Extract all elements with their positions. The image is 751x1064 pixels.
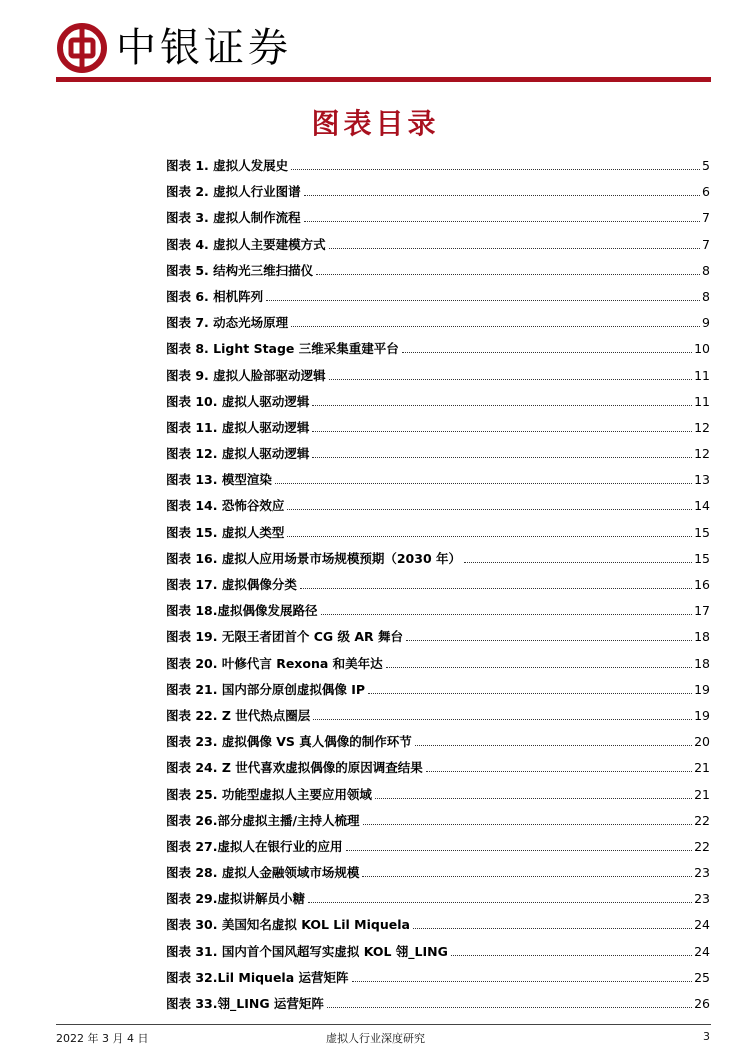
dot-leader — [402, 351, 692, 353]
dot-leader — [304, 194, 700, 196]
toc-entry[interactable] — [166, 575, 710, 601]
toc-entry-page[interactable]: 18 — [694, 655, 710, 671]
toc-entry[interactable] — [166, 496, 710, 522]
toc-entry-label[interactable]: 图表 26.部分虚拟主播/主持人梳理 — [166, 812, 360, 828]
toc-entry-label[interactable]: 图表 6. 相机阵列 — [166, 288, 264, 304]
toc-entry-page[interactable]: 19 — [694, 681, 710, 697]
toc-entry-page[interactable]: 10 — [694, 341, 710, 357]
toc-entry-label[interactable]: 图表 3. 虚拟人制作流程 — [166, 210, 301, 226]
dot-leader — [451, 954, 692, 956]
toc-entry-label[interactable]: 图表 5. 结构光三维扫描仪 — [166, 262, 314, 278]
dot-leader — [291, 168, 700, 170]
dot-leader — [375, 797, 692, 799]
toc-entry-label[interactable]: 图表 32.Lil Miquela 运营矩阵 — [166, 969, 349, 985]
dot-leader — [346, 849, 693, 851]
dot-leader — [321, 613, 693, 615]
toc-entry[interactable] — [166, 418, 710, 444]
toc-entry-page[interactable]: 16 — [694, 577, 710, 592]
dot-leader — [291, 325, 700, 327]
figure-list — [166, 156, 710, 1020]
toc-entry-page[interactable]: 19 — [694, 707, 710, 723]
header-divider — [56, 77, 711, 82]
toc-entry[interactable] — [166, 182, 710, 208]
toc-entry-page[interactable]: 24 — [694, 943, 710, 959]
toc-entry[interactable] — [166, 156, 710, 182]
toc-entry-page[interactable]: 8 — [702, 262, 710, 278]
toc-entry[interactable] — [166, 706, 710, 732]
toc-entry-label[interactable]: 图表 27.虚拟人在银行业的应用 — [166, 838, 343, 854]
toc-entry-label[interactable]: 图表 14. 恐怖谷效应 — [166, 498, 285, 514]
dot-leader — [352, 980, 693, 982]
toc-entry[interactable] — [166, 235, 710, 261]
toc-entry-label[interactable]: 图表 18.虚拟偶像发展路径 — [166, 603, 318, 619]
toc-entry-label[interactable]: 图表 22. Z 世代热点圈层 — [166, 707, 311, 723]
dot-leader — [413, 927, 692, 929]
dot-leader — [316, 273, 700, 275]
toc-entry-label[interactable]: 图表 17. 虚拟偶像分类 — [166, 577, 297, 592]
dot-leader — [362, 875, 692, 877]
brand-name: 中银证券 — [116, 25, 292, 71]
toc-entry[interactable] — [166, 654, 710, 680]
toc-entry[interactable] — [166, 863, 710, 889]
toc-entry-label[interactable]: 图表 28. 虚拟人金融领域市场规模 — [166, 865, 360, 881]
toc-entry[interactable] — [166, 785, 710, 811]
toc-entry-label[interactable]: 图表 4. 虚拟人主要建模方式 — [166, 236, 326, 252]
toc-entry[interactable] — [166, 811, 710, 837]
dot-leader — [368, 692, 692, 694]
toc-entry[interactable] — [166, 549, 710, 575]
dot-leader — [313, 718, 692, 720]
toc-entry[interactable] — [166, 680, 710, 706]
toc-entry-page[interactable]: 24 — [694, 917, 710, 933]
toc-entry-label[interactable]: 图表 16. 虚拟人应用场景市场规模预期（2030 年） — [166, 550, 461, 566]
dot-leader — [415, 744, 692, 746]
toc-entry-label[interactable]: 图表 31. 国内首个国风超写实虚拟 KOL 翎_LING — [166, 943, 448, 959]
toc-entry-label[interactable]: 图表 7. 动态光场原理 — [166, 315, 289, 331]
toc-entry-page[interactable]: 26 — [694, 996, 710, 1011]
toc-entry-page[interactable]: 23 — [694, 865, 710, 881]
toc-entry[interactable] — [166, 758, 710, 784]
toc-entry-page[interactable]: 12 — [694, 446, 710, 462]
footer-report-title: 虚拟人行业深度研究 — [326, 1032, 425, 1045]
toc-entry-page[interactable]: 6 — [702, 184, 710, 200]
dot-leader — [266, 299, 700, 301]
toc-entry[interactable] — [166, 313, 710, 339]
toc-entry-page[interactable]: 7 — [702, 210, 710, 226]
dot-leader — [386, 666, 692, 668]
toc-entry[interactable] — [166, 261, 710, 287]
dot-leader — [308, 901, 692, 903]
toc-entry-label[interactable]: 图表 1. 虚拟人发展史 — [166, 158, 289, 173]
dot-leader — [312, 456, 692, 458]
toc-entry-label[interactable]: 图表 19. 无限王者团首个 CG 级 AR 舞台 — [166, 629, 403, 645]
toc-entry-label[interactable]: 图表 2. 虚拟人行业图谱 — [166, 184, 301, 200]
toc-entry[interactable] — [166, 732, 710, 758]
toc-entry-label[interactable]: 图表 23. 虚拟偶像 VS 真人偶像的制作环节 — [166, 734, 412, 750]
toc-entry-page[interactable]: 11 — [694, 367, 710, 383]
dot-leader — [300, 587, 692, 589]
dot-leader — [304, 220, 700, 222]
bank-of-china-logo-icon — [56, 22, 108, 74]
toc-entry-page[interactable]: 7 — [702, 236, 710, 252]
toc-entry-page[interactable]: 5 — [702, 158, 710, 173]
toc-entry[interactable] — [166, 392, 710, 418]
toc-entry[interactable] — [166, 837, 710, 863]
dot-leader — [312, 430, 692, 432]
toc-entry-page[interactable]: 8 — [702, 288, 710, 304]
dot-leader — [327, 1006, 692, 1008]
toc-entry-label[interactable]: 图表 20. 叶修代言 Rexona 和美年达 — [166, 655, 383, 671]
page-title: 图表目录 — [311, 107, 440, 140]
toc-entry[interactable] — [166, 994, 710, 1020]
toc-entry[interactable] — [166, 208, 710, 234]
dot-leader — [464, 561, 692, 563]
toc-entry-label[interactable]: 图表 11. 虚拟人驱动逻辑 — [166, 419, 310, 435]
toc-entry-page[interactable]: 11 — [694, 393, 710, 409]
toc-entry-page[interactable]: 9 — [702, 315, 710, 331]
toc-entry-page[interactable]: 17 — [694, 603, 710, 619]
footer-page-number: 3 — [703, 1030, 710, 1043]
toc-entry[interactable] — [166, 366, 710, 392]
toc-entry[interactable] — [166, 601, 710, 627]
toc-entry-page[interactable]: 13 — [694, 472, 710, 488]
toc-entry-label[interactable]: 图表 29.虚拟讲解员小糖 — [166, 891, 305, 907]
toc-entry-page[interactable]: 25 — [694, 969, 710, 985]
toc-entry-page[interactable]: 12 — [694, 419, 710, 435]
footer-divider — [56, 1024, 711, 1025]
dot-leader — [363, 823, 693, 825]
dot-leader — [329, 378, 692, 380]
toc-entry-label[interactable]: 图表 25. 功能型虚拟人主要应用领域 — [166, 786, 372, 802]
toc-entry[interactable] — [166, 287, 710, 313]
toc-entry-page[interactable]: 20 — [694, 734, 710, 750]
dot-leader — [329, 247, 700, 249]
footer-date: 2022 年 3 月 4 日 — [56, 1032, 149, 1045]
toc-entry-label[interactable]: 图表 10. 虚拟人驱动逻辑 — [166, 393, 310, 409]
dot-leader — [287, 535, 692, 537]
toc-entry[interactable] — [166, 889, 710, 915]
dot-leader — [426, 770, 692, 772]
toc-entry-page[interactable]: 14 — [694, 498, 710, 514]
toc-entry[interactable] — [166, 339, 710, 365]
toc-entry-page[interactable]: 15 — [694, 550, 710, 566]
dot-leader — [275, 482, 692, 484]
dot-leader — [406, 639, 692, 641]
toc-entry-page[interactable]: 21 — [694, 760, 710, 776]
toc-entry-label[interactable]: 图表 13. 模型渲染 — [166, 472, 272, 488]
toc-entry-page[interactable]: 22 — [694, 812, 710, 828]
toc-entry-page[interactable]: 23 — [694, 891, 710, 907]
toc-entry-label[interactable]: 图表 12. 虚拟人驱动逻辑 — [166, 446, 310, 462]
toc-entry-page[interactable]: 21 — [694, 786, 710, 802]
toc-entry-page[interactable]: 18 — [694, 629, 710, 645]
toc-entry-label[interactable]: 图表 21. 国内部分原创虚拟偶像 IP — [166, 681, 366, 697]
toc-entry-label[interactable]: 图表 30. 美国知名虚拟 KOL Lil Miquela — [166, 917, 410, 933]
dot-leader — [312, 404, 692, 406]
toc-entry[interactable] — [166, 942, 710, 968]
toc-entry-page[interactable]: 22 — [694, 838, 710, 854]
toc-entry-label[interactable]: 图表 15. 虚拟人类型 — [166, 524, 285, 540]
toc-entry-label[interactable]: 图表 24. Z 世代喜欢虚拟偶像的原因调查结果 — [166, 760, 423, 776]
toc-entry[interactable] — [166, 627, 710, 653]
dot-leader — [287, 508, 692, 510]
toc-entry-page[interactable]: 15 — [694, 524, 710, 540]
toc-entry-label[interactable]: 图表 8. Light Stage 三维采集重建平台 — [166, 341, 399, 357]
toc-entry[interactable] — [166, 968, 710, 994]
toc-entry[interactable] — [166, 470, 710, 496]
toc-entry[interactable] — [166, 915, 710, 941]
toc-entry-label[interactable]: 图表 9. 虚拟人脸部驱动逻辑 — [166, 367, 326, 383]
toc-entry[interactable] — [166, 444, 710, 470]
toc-entry[interactable] — [166, 523, 710, 549]
toc-entry-label[interactable]: 图表 33.翎_LING 运营矩阵 — [166, 996, 324, 1011]
